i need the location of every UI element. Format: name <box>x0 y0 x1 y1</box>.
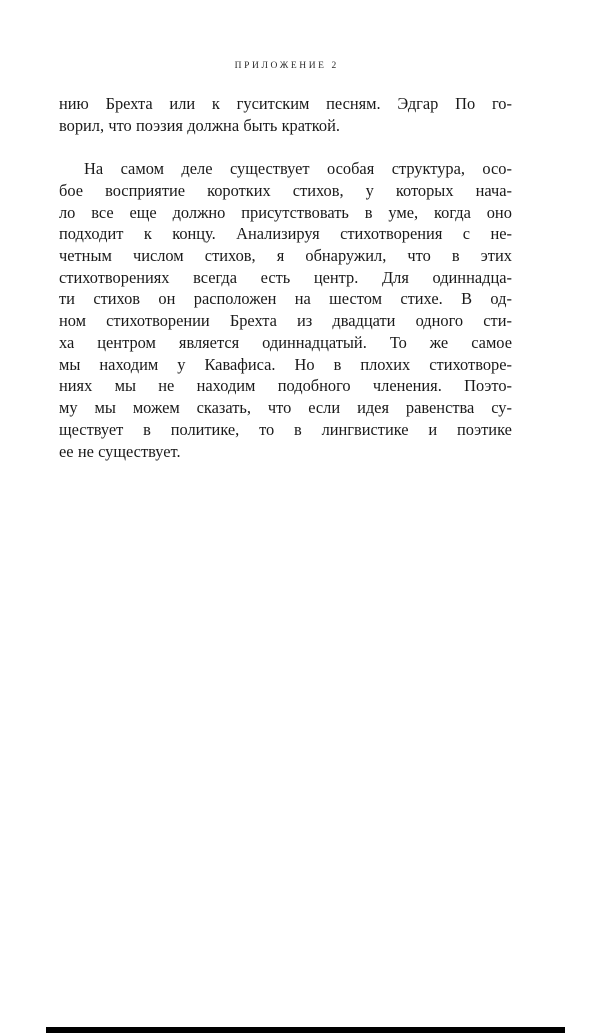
word: гуситским <box>236 94 310 113</box>
word: оно <box>486 202 512 222</box>
text-line <box>59 245 512 267</box>
text-line <box>59 202 512 224</box>
text-line <box>59 180 512 202</box>
word: осо- <box>482 159 512 179</box>
word: если <box>308 398 341 418</box>
word: не- <box>490 224 512 244</box>
word: всегда <box>193 267 238 287</box>
word: ха <box>59 332 75 352</box>
word: уме, <box>388 202 419 222</box>
word: этих <box>480 246 512 266</box>
word: ниях <box>59 376 93 396</box>
word: двадцати <box>332 311 396 331</box>
word: ло <box>59 202 76 222</box>
word: особая <box>327 159 375 179</box>
word: Кавафиса. <box>204 354 276 374</box>
text-line <box>59 158 512 180</box>
body-text-block <box>59 93 512 484</box>
word: в <box>333 354 342 374</box>
word: одиннадцатый. <box>262 332 367 352</box>
word: стихе. <box>400 289 443 309</box>
text-line <box>59 441 512 463</box>
word: можем <box>132 398 180 418</box>
word: подобного <box>277 376 351 396</box>
word: стихотворениях <box>59 267 170 287</box>
word: центром <box>97 332 156 352</box>
word: восприятие <box>105 180 186 200</box>
text-line <box>59 332 512 354</box>
word: и <box>428 419 438 439</box>
word: стихов <box>93 289 141 309</box>
word: не <box>77 441 94 461</box>
word: является <box>178 332 240 352</box>
word: На <box>84 159 104 179</box>
word: Для <box>381 267 409 287</box>
word: существует <box>229 159 310 179</box>
word: самом <box>120 159 164 179</box>
word: шестом <box>329 289 382 309</box>
word: то <box>259 419 275 439</box>
word: обнаружил, <box>305 246 387 266</box>
word: в <box>451 246 460 266</box>
word: самое <box>471 332 512 352</box>
word: нача- <box>475 180 512 200</box>
word: нию <box>59 94 89 113</box>
word: Брехта <box>229 311 277 331</box>
word: мы <box>59 354 81 374</box>
paragraph <box>59 158 512 484</box>
word: Поэто- <box>464 376 512 396</box>
word: еще <box>129 202 157 222</box>
word: есть <box>260 267 291 287</box>
word: мы <box>114 376 136 396</box>
word: он <box>158 289 176 309</box>
text-line <box>59 115 512 137</box>
word: что <box>407 246 431 266</box>
word: быть <box>243 115 278 135</box>
word: на <box>294 289 311 309</box>
word: подходит <box>59 224 124 244</box>
word: поэзия <box>135 115 183 135</box>
word: стихотворения <box>340 224 443 244</box>
word: Анализируя <box>236 224 320 244</box>
word: равенства <box>405 398 475 418</box>
word: ществует <box>59 419 124 439</box>
running-head: ПРИЛОЖЕНИЕ 2 <box>234 61 339 71</box>
text-line <box>59 310 512 332</box>
word: в <box>294 419 302 439</box>
word: од- <box>490 289 512 309</box>
word: Но <box>294 354 315 374</box>
word: не <box>158 376 175 396</box>
word: что <box>267 398 292 418</box>
word: су- <box>491 398 512 418</box>
word: ном <box>59 311 87 331</box>
page-bottom-edge-bar <box>46 1027 565 1033</box>
word: из <box>297 311 313 331</box>
word: одиннадца- <box>432 267 512 287</box>
word: Брехта <box>105 94 153 113</box>
word: находим <box>196 376 256 396</box>
word: должна <box>187 115 240 135</box>
word: должно <box>172 202 226 222</box>
word: к <box>211 94 220 113</box>
word: Эдгар <box>397 94 439 113</box>
text-line <box>59 397 512 419</box>
word: или <box>169 94 196 113</box>
text-line <box>59 267 512 289</box>
word: у <box>365 180 374 200</box>
word: одного <box>415 311 464 331</box>
word: го- <box>491 94 512 113</box>
word: существует. <box>98 441 181 461</box>
word: у <box>177 354 186 374</box>
word: идея <box>357 398 389 418</box>
word: поэтике <box>456 419 512 439</box>
word: в <box>143 419 151 439</box>
word: структура, <box>391 159 465 179</box>
text-line <box>59 223 512 245</box>
text-line <box>59 375 512 397</box>
word: му <box>59 398 78 418</box>
text-line <box>59 93 512 115</box>
word: лингвистике <box>321 419 409 439</box>
word: четным <box>59 246 112 266</box>
word: же <box>429 332 449 352</box>
word: членения. <box>372 376 442 396</box>
word: мы <box>94 398 116 418</box>
word: По <box>455 94 476 113</box>
word: краткой. <box>281 115 340 135</box>
word: деле <box>181 159 213 179</box>
word: стихотворении <box>106 311 210 331</box>
word: что <box>108 115 132 135</box>
word: с <box>462 224 471 244</box>
word: плохих <box>360 354 411 374</box>
word: сти- <box>483 311 512 331</box>
word: То <box>389 332 407 352</box>
word: ворил, <box>59 115 105 135</box>
word: когда <box>434 202 471 222</box>
word: расположен <box>193 289 277 309</box>
word: в <box>364 202 373 222</box>
word: бое <box>59 180 84 200</box>
word: концу. <box>172 224 216 244</box>
text-line <box>59 419 512 441</box>
word: к <box>143 224 152 244</box>
word: находим <box>99 354 159 374</box>
paragraph <box>59 93 512 158</box>
word: стихотворе- <box>429 354 512 374</box>
word: политике, <box>170 419 240 439</box>
word: песням. <box>326 94 381 113</box>
word: все <box>91 202 114 222</box>
word: числом <box>132 246 184 266</box>
word: стихов, <box>292 180 344 200</box>
text-line <box>59 354 512 376</box>
word: сказать, <box>196 398 251 418</box>
word: В <box>461 289 473 309</box>
word: коротких <box>207 180 271 200</box>
word: центр. <box>313 267 359 287</box>
word: я <box>276 246 285 266</box>
word: которых <box>395 180 454 200</box>
word: ти <box>59 289 75 309</box>
text-line <box>59 288 512 310</box>
word: присутствовать <box>241 202 349 222</box>
word: стихов, <box>204 246 256 266</box>
word: ее <box>59 441 74 461</box>
